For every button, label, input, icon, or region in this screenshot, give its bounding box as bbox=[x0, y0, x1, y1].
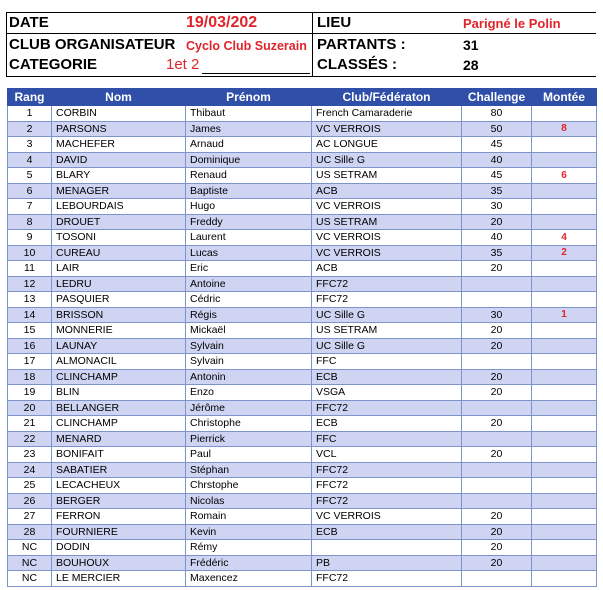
cell-rang: 12 bbox=[8, 276, 52, 292]
cell-montee bbox=[532, 292, 597, 308]
cell-montee bbox=[532, 152, 597, 168]
column-header-challenge: Challenge bbox=[462, 89, 532, 106]
cell-club: FFC72 bbox=[312, 276, 462, 292]
cell-club: UC Sille G bbox=[312, 307, 462, 323]
cell-club: ACB bbox=[312, 183, 462, 199]
cell-montee bbox=[532, 106, 597, 122]
cell-club: FFC72 bbox=[312, 493, 462, 509]
classes-value: 28 bbox=[463, 57, 479, 73]
cell-rang: 18 bbox=[8, 369, 52, 385]
column-header-rang: Rang bbox=[8, 89, 52, 106]
cell-montee bbox=[532, 478, 597, 494]
cell-montee bbox=[532, 416, 597, 432]
cell-nom: BRISSON bbox=[52, 307, 186, 323]
cell-challenge bbox=[462, 354, 532, 370]
categorie-underline bbox=[202, 73, 310, 74]
cell-nom: PASQUIER bbox=[52, 292, 186, 308]
cell-montee bbox=[532, 462, 597, 478]
cell-montee bbox=[532, 540, 597, 556]
table-header-row bbox=[8, 89, 597, 106]
cell-challenge: 40 bbox=[462, 152, 532, 168]
cell-challenge bbox=[462, 276, 532, 292]
cell-montee bbox=[532, 493, 597, 509]
table-row bbox=[8, 571, 597, 587]
cell-challenge: 20 bbox=[462, 524, 532, 540]
cell-prenom: Maxencez bbox=[186, 571, 312, 587]
cell-nom: BOUHOUX bbox=[52, 555, 186, 571]
cell-challenge: 35 bbox=[462, 245, 532, 261]
cell-challenge bbox=[462, 400, 532, 416]
header-middle-divider bbox=[312, 12, 313, 76]
cell-montee bbox=[532, 137, 597, 153]
cell-montee bbox=[532, 354, 597, 370]
cell-club: ACB bbox=[312, 261, 462, 277]
table-row bbox=[8, 276, 597, 292]
table-row bbox=[8, 524, 597, 540]
partants-value: 31 bbox=[463, 37, 479, 53]
cell-club: UC Sille G bbox=[312, 338, 462, 354]
cell-montee: 4 bbox=[532, 230, 597, 246]
cell-club: VC VERROIS bbox=[312, 121, 462, 137]
cell-club: VCL bbox=[312, 447, 462, 463]
cell-rang: 9 bbox=[8, 230, 52, 246]
cell-nom: MONNERIE bbox=[52, 323, 186, 339]
cell-nom: CLINCHAMP bbox=[52, 416, 186, 432]
cell-club: FFC72 bbox=[312, 478, 462, 494]
cell-prenom: Lucas bbox=[186, 245, 312, 261]
cell-challenge bbox=[462, 571, 532, 587]
table-row bbox=[8, 416, 597, 432]
cell-nom: CLINCHAMP bbox=[52, 369, 186, 385]
cell-montee bbox=[532, 261, 597, 277]
cell-challenge: 20 bbox=[462, 447, 532, 463]
cell-nom: SABATIER bbox=[52, 462, 186, 478]
cell-challenge bbox=[462, 431, 532, 447]
cell-nom: BERGER bbox=[52, 493, 186, 509]
cell-challenge: 45 bbox=[462, 168, 532, 184]
cell-nom: LE MERCIER bbox=[52, 571, 186, 587]
cell-club: PB bbox=[312, 555, 462, 571]
cell-prenom: Nicolas bbox=[186, 493, 312, 509]
cell-prenom: Chrstophe bbox=[186, 478, 312, 494]
cell-rang: 26 bbox=[8, 493, 52, 509]
cell-challenge bbox=[462, 462, 532, 478]
cell-prenom: Régis bbox=[186, 307, 312, 323]
table-row bbox=[8, 323, 597, 339]
cell-challenge: 20 bbox=[462, 369, 532, 385]
cell-rang: 24 bbox=[8, 462, 52, 478]
table-row bbox=[8, 199, 597, 215]
cell-challenge: 50 bbox=[462, 121, 532, 137]
cell-rang: 3 bbox=[8, 137, 52, 153]
cell-nom: CUREAU bbox=[52, 245, 186, 261]
cell-rang: 15 bbox=[8, 323, 52, 339]
cell-montee bbox=[532, 524, 597, 540]
cell-rang: 6 bbox=[8, 183, 52, 199]
cell-rang: NC bbox=[8, 540, 52, 556]
cell-challenge: 20 bbox=[462, 385, 532, 401]
cell-club: FFC bbox=[312, 431, 462, 447]
cell-prenom: Jérôme bbox=[186, 400, 312, 416]
cell-challenge: 20 bbox=[462, 540, 532, 556]
cell-club: VC VERROIS bbox=[312, 245, 462, 261]
cell-montee bbox=[532, 183, 597, 199]
lieu-value: Parigné le Polin bbox=[463, 16, 561, 31]
cell-montee bbox=[532, 555, 597, 571]
cell-montee bbox=[532, 509, 597, 525]
cell-nom: LECACHEUX bbox=[52, 478, 186, 494]
table-row bbox=[8, 478, 597, 494]
table-row bbox=[8, 354, 597, 370]
cell-montee bbox=[532, 276, 597, 292]
club-value: Cyclo Club Suzerain bbox=[186, 39, 307, 53]
cell-nom: LAIR bbox=[52, 261, 186, 277]
cell-prenom: Renaud bbox=[186, 168, 312, 184]
cell-club: AC LONGUE bbox=[312, 137, 462, 153]
categorie-value: 1et 2 bbox=[166, 56, 200, 73]
cell-club bbox=[312, 540, 462, 556]
table-row bbox=[8, 121, 597, 137]
cell-club: ECB bbox=[312, 524, 462, 540]
cell-prenom: Christophe bbox=[186, 416, 312, 432]
cell-club: FFC72 bbox=[312, 292, 462, 308]
cell-prenom: Frédéric bbox=[186, 555, 312, 571]
cell-prenom: Antoine bbox=[186, 276, 312, 292]
cell-club: US SETRAM bbox=[312, 214, 462, 230]
cell-challenge bbox=[462, 478, 532, 494]
cell-rang: 16 bbox=[8, 338, 52, 354]
cell-rang: 25 bbox=[8, 478, 52, 494]
cell-prenom: Dominique bbox=[186, 152, 312, 168]
cell-nom: TOSONI bbox=[52, 230, 186, 246]
cell-montee bbox=[532, 199, 597, 215]
column-header-montee: Montée bbox=[532, 89, 597, 106]
cell-prenom: Stéphan bbox=[186, 462, 312, 478]
cell-montee bbox=[532, 571, 597, 587]
table-row bbox=[8, 292, 597, 308]
cell-club: FFC72 bbox=[312, 571, 462, 587]
cell-rang: 17 bbox=[8, 354, 52, 370]
cell-prenom: Pierrick bbox=[186, 431, 312, 447]
table-row bbox=[8, 152, 597, 168]
cell-rang: 11 bbox=[8, 261, 52, 277]
cell-challenge: 35 bbox=[462, 183, 532, 199]
cell-nom: MENAGER bbox=[52, 183, 186, 199]
cell-challenge: 20 bbox=[462, 338, 532, 354]
cell-nom: LAUNAY bbox=[52, 338, 186, 354]
table-row bbox=[8, 307, 597, 323]
cell-rang: 2 bbox=[8, 121, 52, 137]
table-row bbox=[8, 493, 597, 509]
cell-rang: NC bbox=[8, 555, 52, 571]
table-row bbox=[8, 261, 597, 277]
cell-nom: FERRON bbox=[52, 509, 186, 525]
table-row bbox=[8, 555, 597, 571]
cell-nom: BELLANGER bbox=[52, 400, 186, 416]
cell-prenom: Kevin bbox=[186, 524, 312, 540]
cell-rang: 10 bbox=[8, 245, 52, 261]
cell-prenom: Sylvain bbox=[186, 338, 312, 354]
cell-club: French Camaraderie bbox=[312, 106, 462, 122]
cell-prenom: Rémy bbox=[186, 540, 312, 556]
table-row bbox=[8, 230, 597, 246]
cell-challenge: 30 bbox=[462, 307, 532, 323]
cell-rang: 21 bbox=[8, 416, 52, 432]
cell-club: FFC bbox=[312, 354, 462, 370]
table-row bbox=[8, 400, 597, 416]
cell-challenge: 20 bbox=[462, 555, 532, 571]
cell-club: US SETRAM bbox=[312, 323, 462, 339]
table-row bbox=[8, 183, 597, 199]
cell-club: FFC72 bbox=[312, 400, 462, 416]
partants-label: PARTANTS : bbox=[317, 36, 406, 53]
categorie-label: CATEGORIE bbox=[9, 56, 98, 73]
cell-prenom: Hugo bbox=[186, 199, 312, 215]
cell-prenom: Arnaud bbox=[186, 137, 312, 153]
cell-challenge: 20 bbox=[462, 509, 532, 525]
cell-montee bbox=[532, 214, 597, 230]
table-row bbox=[8, 540, 597, 556]
lieu-label: LIEU bbox=[317, 14, 352, 31]
cell-rang: 28 bbox=[8, 524, 52, 540]
table-row bbox=[8, 385, 597, 401]
cell-club: FFC72 bbox=[312, 462, 462, 478]
cell-prenom: Antonin bbox=[186, 369, 312, 385]
cell-challenge: 45 bbox=[462, 137, 532, 153]
cell-nom: BONIFAIT bbox=[52, 447, 186, 463]
cell-challenge: 40 bbox=[462, 230, 532, 246]
cell-club: VC VERROIS bbox=[312, 230, 462, 246]
header-top-border bbox=[6, 12, 596, 13]
cell-club: UC Sille G bbox=[312, 152, 462, 168]
cell-montee bbox=[532, 338, 597, 354]
cell-prenom: Sylvain bbox=[186, 354, 312, 370]
cell-prenom: Romain bbox=[186, 509, 312, 525]
cell-rang: 13 bbox=[8, 292, 52, 308]
cell-rang: 27 bbox=[8, 509, 52, 525]
cell-nom: DAVID bbox=[52, 152, 186, 168]
cell-rang: 8 bbox=[8, 214, 52, 230]
cell-club: ECB bbox=[312, 369, 462, 385]
cell-challenge: 20 bbox=[462, 416, 532, 432]
cell-montee: 1 bbox=[532, 307, 597, 323]
cell-rang: 23 bbox=[8, 447, 52, 463]
cell-challenge: 30 bbox=[462, 199, 532, 215]
date-label: DATE bbox=[9, 14, 49, 31]
table-row bbox=[8, 338, 597, 354]
cell-rang: 7 bbox=[8, 199, 52, 215]
table-row bbox=[8, 462, 597, 478]
cell-nom: MENARD bbox=[52, 431, 186, 447]
cell-club: VSGA bbox=[312, 385, 462, 401]
cell-montee: 8 bbox=[532, 121, 597, 137]
cell-challenge: 20 bbox=[462, 323, 532, 339]
cell-nom: ALMONACIL bbox=[52, 354, 186, 370]
race-info-header bbox=[6, 12, 596, 77]
cell-challenge bbox=[462, 292, 532, 308]
cell-montee bbox=[532, 385, 597, 401]
cell-challenge: 20 bbox=[462, 261, 532, 277]
results-table bbox=[7, 88, 597, 587]
cell-rang: 20 bbox=[8, 400, 52, 416]
table-row bbox=[8, 214, 597, 230]
header-left-border bbox=[6, 12, 7, 76]
cell-nom: FOURNIERE bbox=[52, 524, 186, 540]
cell-nom: MACHEFER bbox=[52, 137, 186, 153]
date-value: 19/03/202 bbox=[186, 14, 258, 31]
cell-prenom: Eric bbox=[186, 261, 312, 277]
cell-rang: 14 bbox=[8, 307, 52, 323]
cell-nom: CORBIN bbox=[52, 106, 186, 122]
cell-rang: 4 bbox=[8, 152, 52, 168]
cell-prenom: Baptiste bbox=[186, 183, 312, 199]
cell-nom: BLIN bbox=[52, 385, 186, 401]
cell-challenge: 80 bbox=[462, 106, 532, 122]
table-row bbox=[8, 509, 597, 525]
cell-rang: 22 bbox=[8, 431, 52, 447]
classes-label: CLASSÉS : bbox=[317, 56, 398, 73]
cell-montee: 6 bbox=[532, 168, 597, 184]
cell-rang: 5 bbox=[8, 168, 52, 184]
cell-club: ECB bbox=[312, 416, 462, 432]
cell-club: VC VERROIS bbox=[312, 199, 462, 215]
cell-nom: BLARY bbox=[52, 168, 186, 184]
cell-prenom: Enzo bbox=[186, 385, 312, 401]
cell-montee bbox=[532, 369, 597, 385]
column-header-nom: Nom bbox=[52, 89, 186, 106]
cell-prenom: James bbox=[186, 121, 312, 137]
cell-rang: NC bbox=[8, 571, 52, 587]
table-row bbox=[8, 106, 597, 122]
cell-prenom: Thibaut bbox=[186, 106, 312, 122]
cell-nom: DODIN bbox=[52, 540, 186, 556]
cell-club: VC VERROIS bbox=[312, 509, 462, 525]
cell-prenom: Laurent bbox=[186, 230, 312, 246]
table-row bbox=[8, 431, 597, 447]
results-table-body bbox=[8, 106, 597, 587]
cell-montee: 2 bbox=[532, 245, 597, 261]
cell-challenge bbox=[462, 493, 532, 509]
cell-montee bbox=[532, 447, 597, 463]
cell-prenom: Paul bbox=[186, 447, 312, 463]
cell-montee bbox=[532, 400, 597, 416]
column-header-club: Club/Fédératon bbox=[312, 89, 462, 106]
table-row bbox=[8, 168, 597, 184]
table-row bbox=[8, 369, 597, 385]
cell-nom: LEBOURDAIS bbox=[52, 199, 186, 215]
column-header-prenom: Prénom bbox=[186, 89, 312, 106]
cell-nom: PARSONS bbox=[52, 121, 186, 137]
cell-prenom: Cédric bbox=[186, 292, 312, 308]
table-row bbox=[8, 137, 597, 153]
cell-club: US SETRAM bbox=[312, 168, 462, 184]
cell-prenom: Mickaël bbox=[186, 323, 312, 339]
table-row bbox=[8, 447, 597, 463]
cell-nom: DROUET bbox=[52, 214, 186, 230]
cell-challenge: 20 bbox=[462, 214, 532, 230]
table-row bbox=[8, 245, 597, 261]
cell-montee bbox=[532, 431, 597, 447]
cell-rang: 1 bbox=[8, 106, 52, 122]
cell-montee bbox=[532, 323, 597, 339]
club-label: CLUB ORGANISATEUR bbox=[9, 36, 176, 53]
cell-rang: 19 bbox=[8, 385, 52, 401]
cell-nom: LEDRU bbox=[52, 276, 186, 292]
cell-prenom: Freddy bbox=[186, 214, 312, 230]
